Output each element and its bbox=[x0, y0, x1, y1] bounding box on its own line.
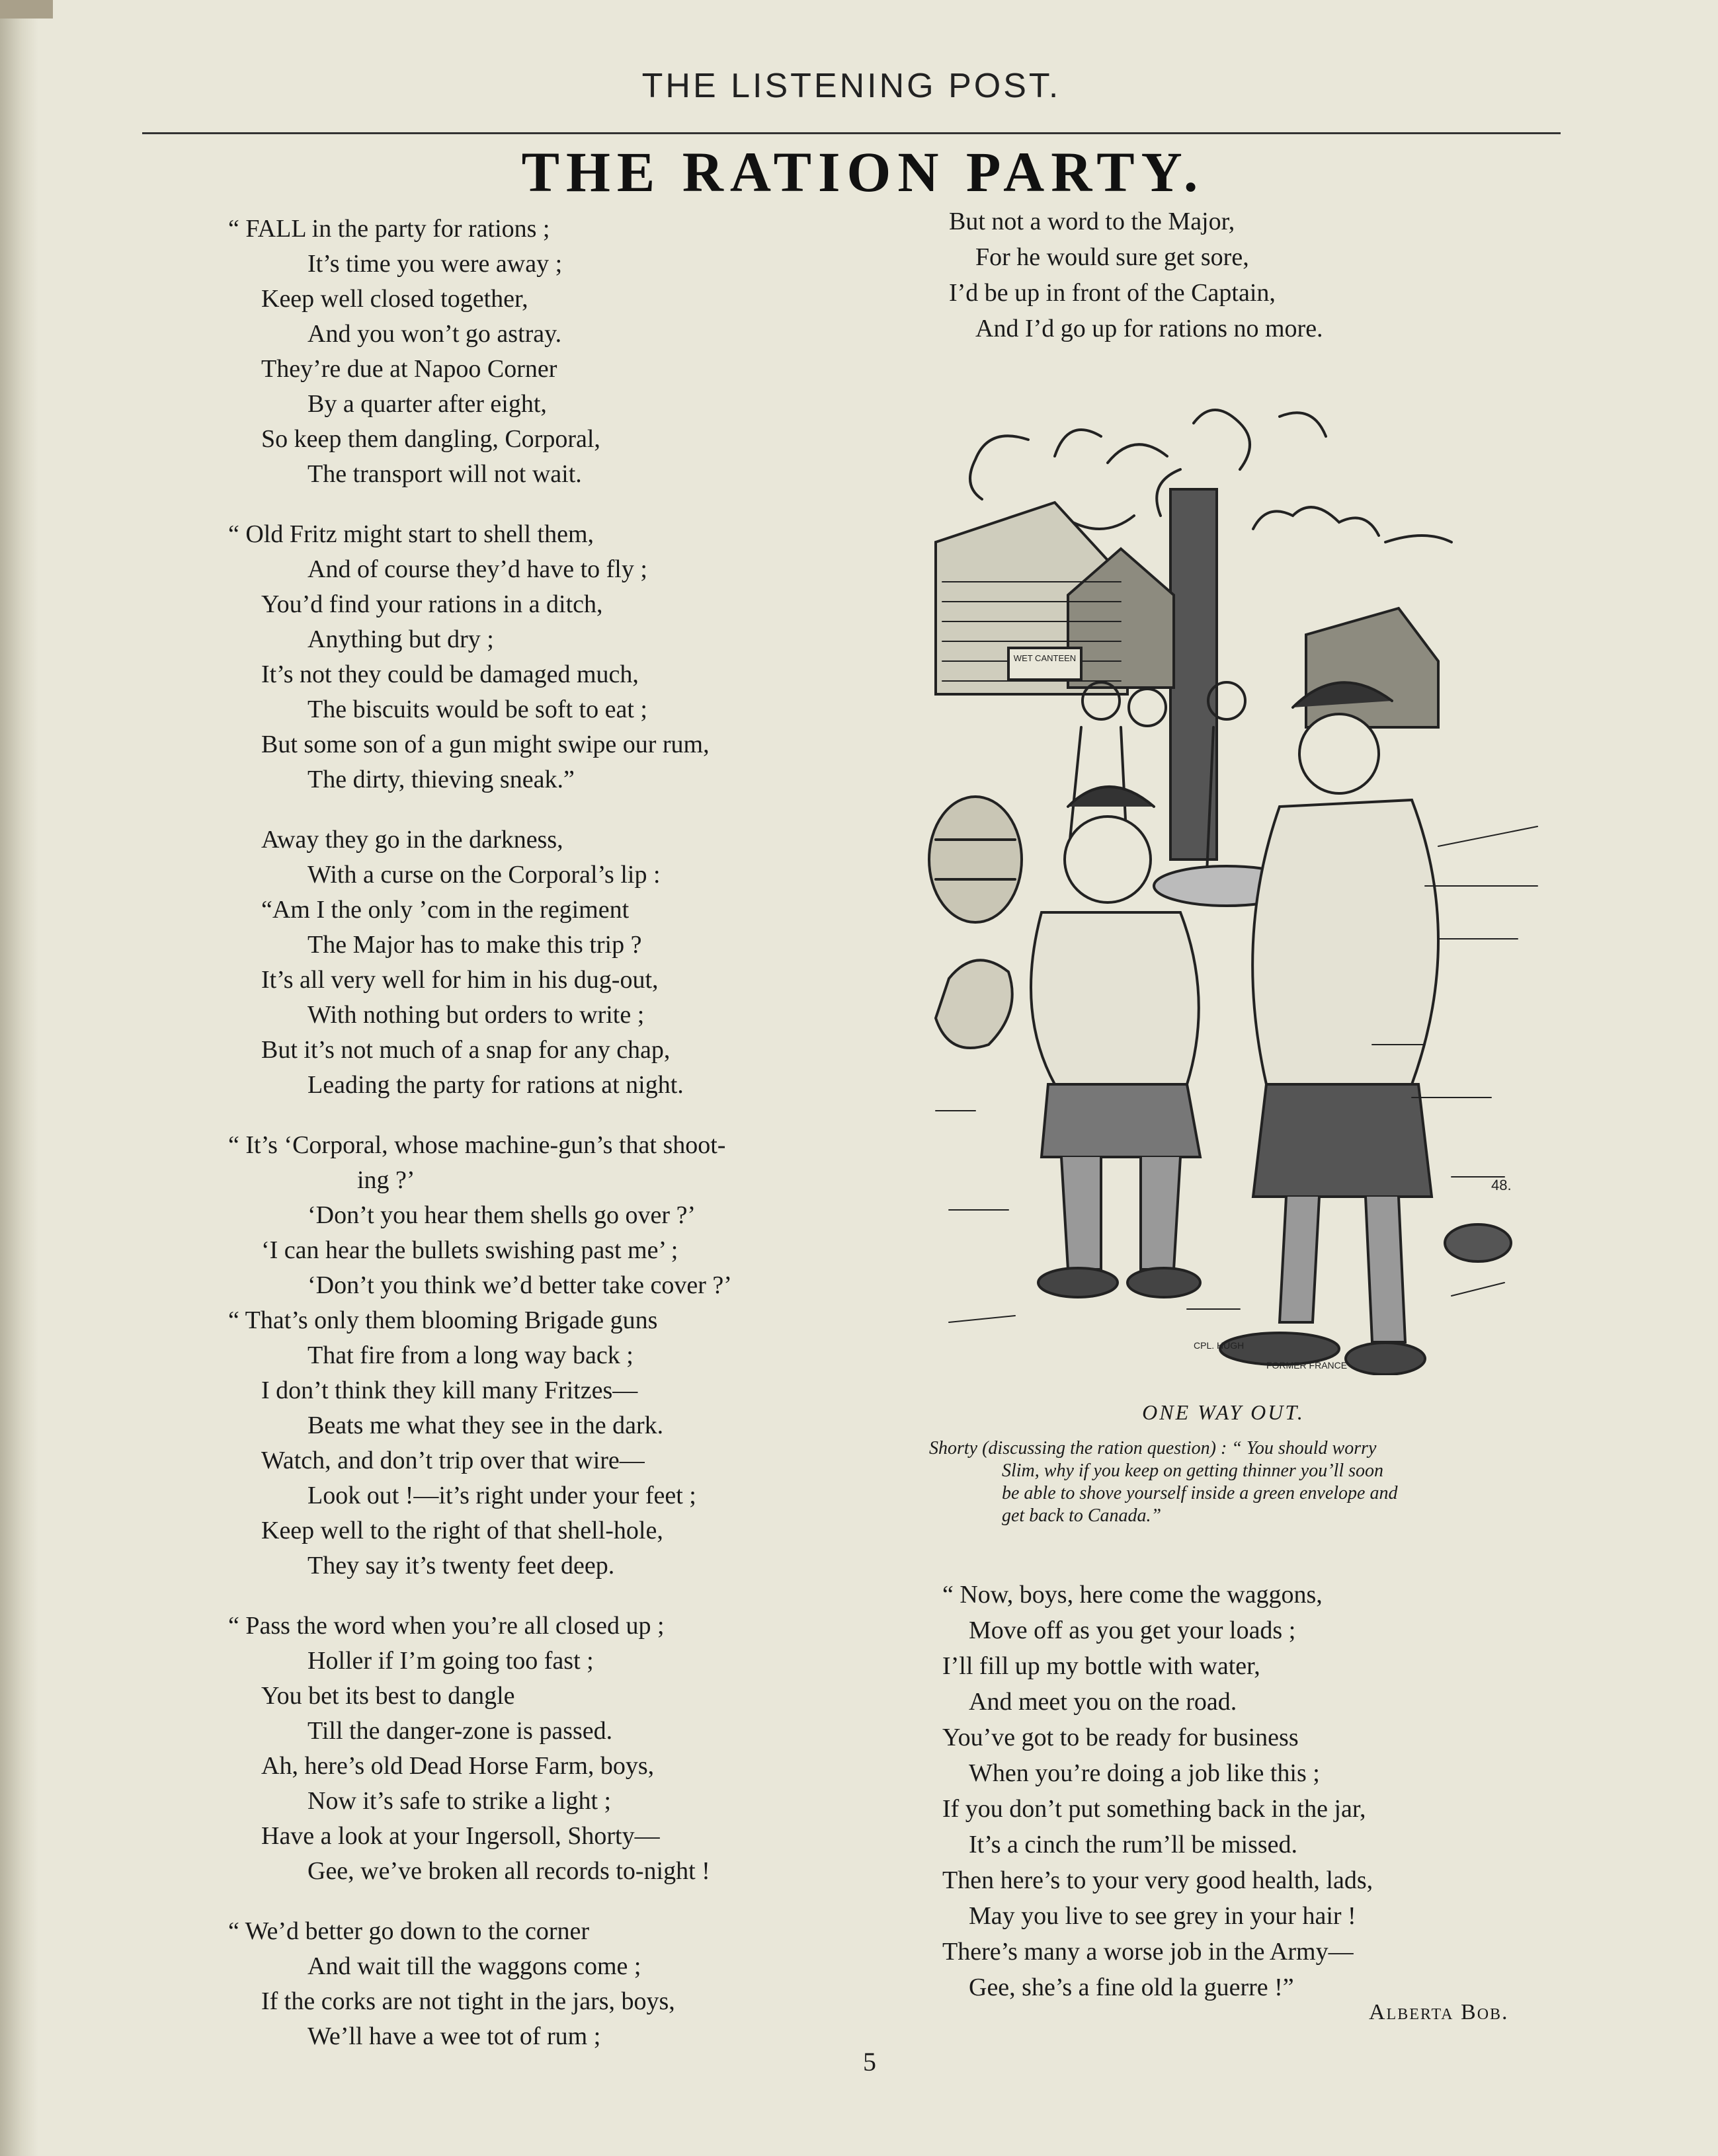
poem-line: With nothing but orders to write ; bbox=[307, 1001, 645, 1029]
header-rule bbox=[142, 132, 1561, 134]
poem-line: ing ?’ bbox=[357, 1166, 415, 1194]
poem-line: And I’d go up for rations no more. bbox=[975, 315, 1323, 342]
poem-line: And meet you on the road. bbox=[969, 1688, 1237, 1716]
caption-title: ONE WAY OUT. bbox=[1142, 1400, 1305, 1424]
caption-line: be able to shove yourself inside a green envelope and bbox=[1002, 1483, 1398, 1503]
poem-line: “ We’d better go down to the corner bbox=[228, 1917, 589, 1945]
poem-line: So keep them dangling, Corporal, bbox=[261, 425, 600, 453]
poem-line: May you live to see grey in your hair ! bbox=[969, 1902, 1356, 1930]
shorty-head bbox=[1065, 817, 1151, 902]
poem-line: Holler if I’m going too fast ; bbox=[307, 1647, 594, 1675]
poem-line: It’s all very well for him in his dug-out, bbox=[261, 966, 659, 994]
poem-line: Anything but dry ; bbox=[307, 625, 494, 653]
poem-line: Leading the party for rations at night. bbox=[307, 1071, 684, 1099]
poem-line: Ah, here’s old Dead Horse Farm, boys, bbox=[261, 1752, 655, 1780]
poem-line: It’s not they could be damaged much, bbox=[261, 660, 639, 688]
page-binding-edge bbox=[0, 0, 38, 2156]
poem-line: “ Pass the word when you’re all closed up ; bbox=[228, 1612, 665, 1640]
barrel bbox=[929, 797, 1022, 922]
caption-line: Slim, why if you keep on getting thinner you’ll soon bbox=[1002, 1460, 1384, 1481]
artist-signature-1: CPL. HUGH bbox=[1194, 1340, 1245, 1351]
poem-line: There’s many a worse job in the Army— bbox=[942, 1938, 1354, 1966]
shorty-coat bbox=[1031, 912, 1199, 1084]
corner-mark: 48. bbox=[1491, 1177, 1512, 1193]
poem-line: The dirty, thieving sneak.” bbox=[307, 766, 575, 793]
poem-line: I’ll fill up my bottle with water, bbox=[942, 1652, 1260, 1680]
poem-line: That fire from a long way back ; bbox=[307, 1341, 634, 1369]
stanza bbox=[198, 1128, 893, 1583]
poem-line: Move off as you get your loads ; bbox=[969, 1617, 1296, 1644]
poem-line: ‘Don’t you hear them shells go over ?’ bbox=[307, 1201, 696, 1229]
poem-line: “ FALL in the party for rations ; bbox=[228, 215, 550, 243]
poem-line: They’re due at Napoo Corner bbox=[261, 355, 557, 383]
poem-line: Watch, and don’t trip over that wire— bbox=[261, 1447, 645, 1474]
poem-title: THE RATION PARTY. bbox=[521, 140, 1205, 204]
poem-line: But not a word to the Major, bbox=[949, 208, 1235, 235]
poem-line: The Major has to make this trip ? bbox=[307, 931, 642, 959]
smoke-cloud bbox=[970, 436, 1028, 499]
poem-line: You’d find your rations in a ditch, bbox=[261, 590, 603, 618]
poem-line: “Am I the only ’com in the regiment bbox=[261, 896, 630, 924]
right-column-bottom-poem bbox=[942, 1577, 1537, 2005]
poem-line: You’ve got to be ready for business bbox=[942, 1724, 1299, 1751]
poem-line: Look out !—it’s right under your feet ; bbox=[307, 1482, 696, 1509]
poem-line: By a quarter after eight, bbox=[307, 390, 547, 418]
poem-line: With a curse on the Corporal’s lip : bbox=[307, 861, 661, 889]
poem-line: I don’t think they kill many Fritzes— bbox=[261, 1377, 638, 1404]
poem-line: I’d be up in front of the Captain, bbox=[949, 279, 1276, 307]
caption-text bbox=[929, 1437, 1551, 1527]
poem-line: We’ll have a wee tot of rum ; bbox=[307, 2022, 601, 2050]
poem-line: It’s a cinch the rum’ll be missed. bbox=[969, 1831, 1298, 1858]
poem-line: They say it’s twenty feet deep. bbox=[307, 1552, 615, 1579]
poem-line: Then here’s to your very good health, lads, bbox=[942, 1866, 1373, 1894]
poem-line: ‘Don’t you think we’d better take cover ?’ bbox=[307, 1271, 732, 1299]
poem-line: And wait till the waggons come ; bbox=[307, 1952, 641, 1980]
shorty-kilt bbox=[1042, 1084, 1200, 1157]
page-corner bbox=[0, 0, 53, 19]
poem-line: Gee, she’s a fine old la guerre !” bbox=[969, 1974, 1294, 2001]
stanza bbox=[198, 1609, 893, 1889]
poem-line: Keep well to the right of that shell-hole, bbox=[261, 1517, 663, 1544]
poem-line: “ It’s ‘Corporal, whose machine-gun’s that shoot- bbox=[228, 1131, 726, 1159]
poem-line: But some son of a gun might swipe our rum, bbox=[261, 731, 710, 758]
poem-line: Keep well closed together, bbox=[261, 285, 528, 313]
poem-line: It’s time you were away ; bbox=[307, 250, 563, 278]
slim-head bbox=[1299, 714, 1379, 793]
right-column-top-poem bbox=[949, 204, 1544, 346]
poem-line: “ Old Fritz might start to shell them, bbox=[228, 520, 594, 548]
poem-line: But it’s not much of a snap for any chap, bbox=[261, 1036, 671, 1064]
poem-line: The transport will not wait. bbox=[307, 460, 582, 488]
poem-line: And you won’t go astray. bbox=[307, 320, 562, 348]
running-header: THE LISTENING POST. bbox=[641, 67, 1061, 105]
poem-line: When you’re doing a job like this ; bbox=[969, 1759, 1320, 1787]
stanza bbox=[198, 822, 893, 1103]
stanza bbox=[198, 517, 893, 797]
page-number: 5 bbox=[863, 2047, 876, 2077]
poem-line: “ Now, boys, here come the waggons, bbox=[942, 1581, 1323, 1609]
caption-line: get back to Canada.” bbox=[1002, 1505, 1162, 1526]
cartoon-illustration bbox=[909, 383, 1574, 1375]
poem-line: You bet its best to dangle bbox=[261, 1682, 515, 1710]
poem-line: The biscuits would be soft to eat ; bbox=[307, 696, 647, 723]
poem-line: If the corks are not tight in the jars, boys, bbox=[261, 1987, 675, 2015]
poem-line: If you don’t put something back in the jar, bbox=[942, 1795, 1366, 1823]
dog bbox=[936, 960, 1012, 1048]
artist-signature-2: FORMER FRANCE bbox=[1266, 1360, 1348, 1371]
author-signature: Alberta Bob. bbox=[1369, 2000, 1509, 2024]
poem-line: Beats me what they see in the dark. bbox=[307, 1412, 664, 1439]
poem-line: ‘I can hear the bullets swishing past me’ ; bbox=[261, 1236, 678, 1264]
sign-text-1: WET CANTEEN bbox=[1013, 653, 1077, 663]
slim-kilt bbox=[1253, 1084, 1432, 1197]
poem-line: Now it’s safe to strike a light ; bbox=[307, 1787, 612, 1815]
poem-line: “ That’s only them blooming Brigade guns bbox=[228, 1306, 658, 1334]
slim-coat bbox=[1252, 800, 1438, 1084]
poem-line: For he would sure get sore, bbox=[975, 243, 1249, 271]
caption-line: Shorty (discussing the ration question) : “ You should worry bbox=[929, 1438, 1377, 1458]
poem-line: Have a look at your Ingersoll, Shorty— bbox=[261, 1822, 660, 1850]
stanza bbox=[198, 1914, 893, 2054]
stanza bbox=[198, 212, 893, 492]
left-column-poem bbox=[198, 212, 893, 2079]
poem-line: And of course they’d have to fly ; bbox=[307, 555, 647, 583]
poem-line: Till the danger-zone is passed. bbox=[307, 1717, 613, 1745]
poem-line: Gee, we’ve broken all records to-night ! bbox=[307, 1857, 710, 1885]
poem-line: Away they go in the darkness, bbox=[261, 826, 563, 854]
